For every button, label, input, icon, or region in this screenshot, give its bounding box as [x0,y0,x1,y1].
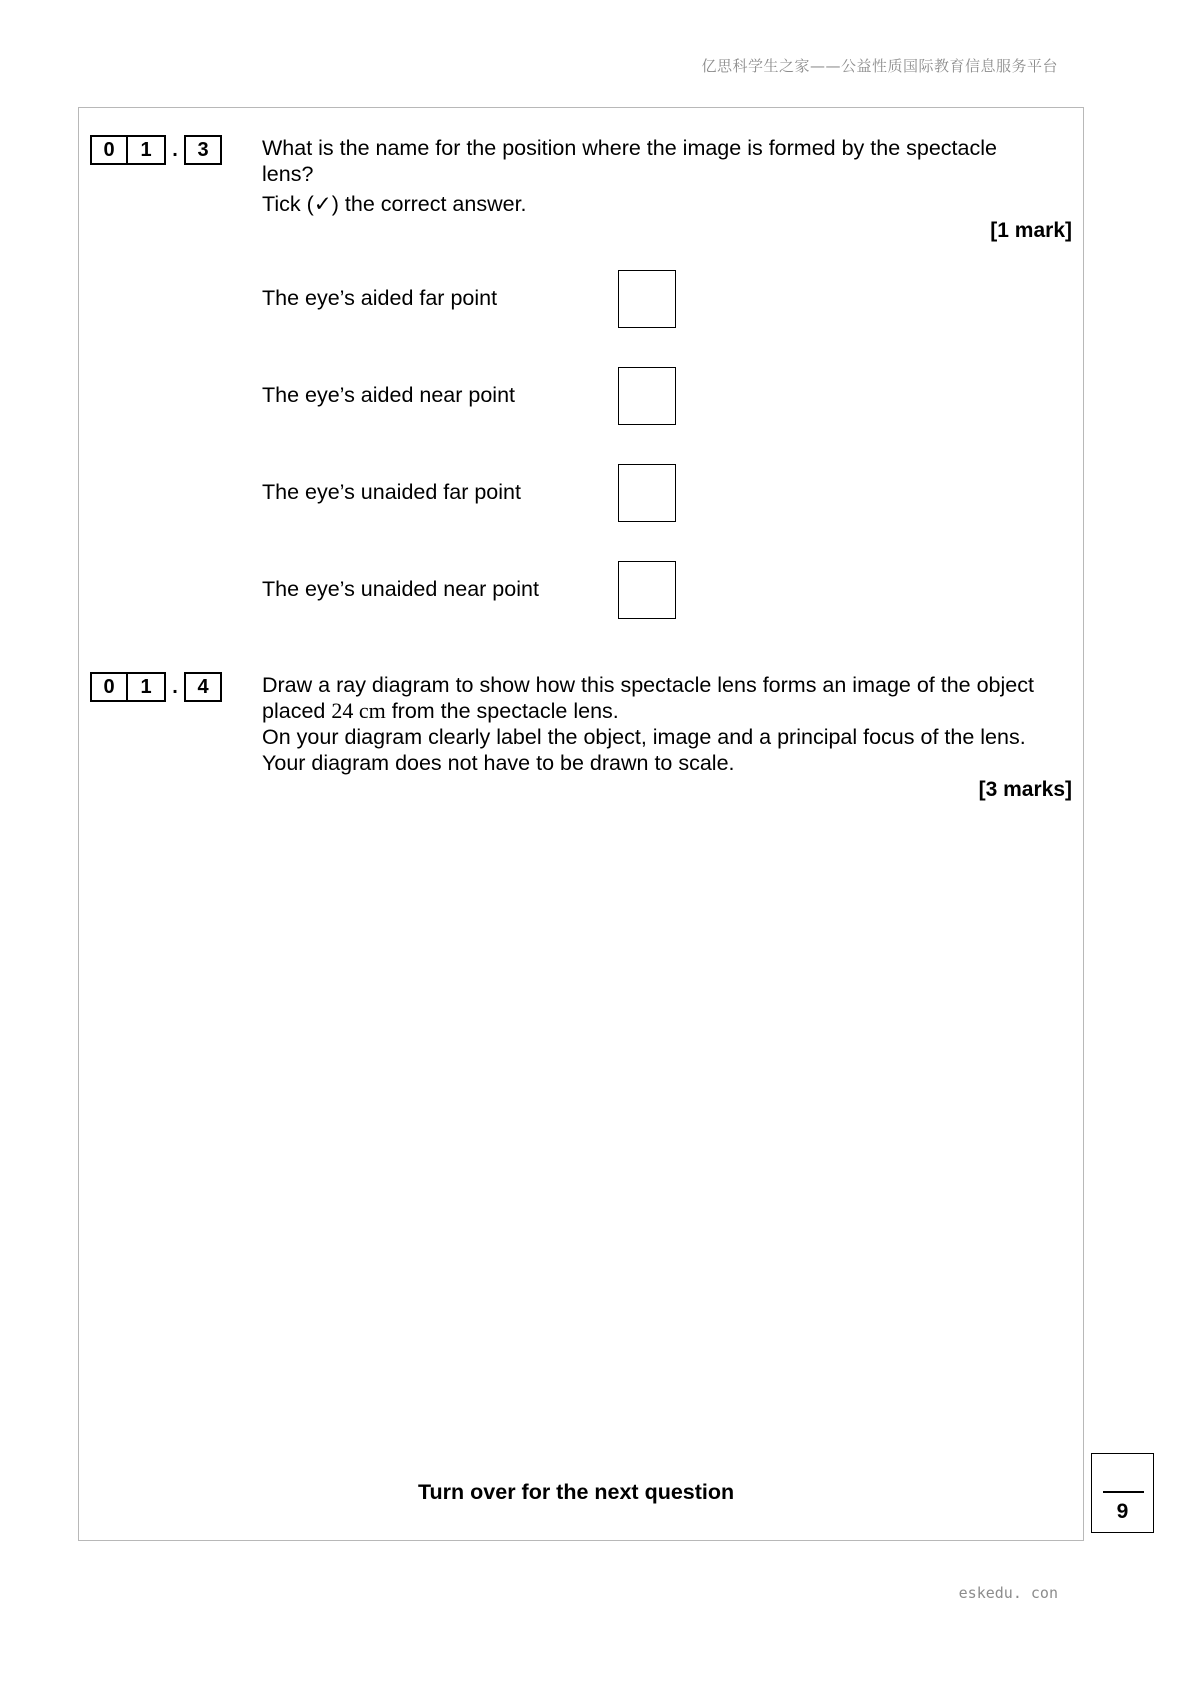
question-01-4-line-3: On your diagram clearly label the object, image and a principal focus of the lens. [262,725,1026,749]
question-digit: 1 [128,135,166,165]
option-label: The eye’s unaided far point [262,480,521,504]
question-01-4-line-2 [262,698,1072,724]
question-01-4-line-4: Your diagram does not have to be drawn to scale. [262,751,735,775]
question-digit: 4 [184,672,222,702]
header-watermark: 亿思科学生之家——公益性质国际教育信息服务平台 [701,57,1058,75]
question-01-3-text [262,135,1052,217]
question-number-01-4 [90,672,222,702]
tick-box-aided-far-point[interactable] [618,270,676,328]
question-digit: 1 [128,672,166,702]
question-dot: . [172,675,178,698]
tick-box-aided-near-point[interactable] [618,367,676,425]
option-label: The eye’s aided near point [262,383,516,407]
question-digit: 0 [90,135,128,165]
question-01-3-marks: [1 mark] [990,219,1072,242]
question-01-4-text [262,672,1072,776]
text-fragment: placed [262,699,332,723]
question-number-01-3 [90,135,222,165]
option-unaided-far-point [262,464,682,522]
question-digit: 0 [90,672,128,702]
question-01-3-instruction: Tick (✓) the correct answer. [262,192,527,216]
question-01-3-prompt: What is the name for the position where the image is formed by the spectacle lens? [262,136,997,186]
option-unaided-near-point [262,561,682,619]
question-dot: . [172,138,178,161]
page-total-number: 9 [1116,1500,1129,1523]
page-total-divider [1103,1491,1144,1493]
option-aided-far-point [262,270,682,328]
tick-box-unaided-near-point[interactable] [618,561,676,619]
turn-over-text: Turn over for the next question [418,1480,735,1504]
footer-watermark: eskedu. con [958,1584,1058,1602]
distance-value: 24 cm [331,698,386,723]
question-digit: 3 [184,135,222,165]
page-total-box [1091,1453,1154,1533]
ray-diagram-answer-area[interactable] [262,820,1072,1460]
option-label: The eye’s unaided near point [262,577,539,601]
option-label: The eye’s aided far point [262,286,498,310]
option-aided-near-point [262,367,682,425]
question-01-4-line-1: Draw a ray diagram to show how this spectacle lens forms an image of the object [262,673,1034,697]
text-fragment: from the spectacle lens. [385,699,619,723]
tick-box-unaided-far-point[interactable] [618,464,676,522]
question-01-4-marks: [3 marks] [978,778,1072,801]
